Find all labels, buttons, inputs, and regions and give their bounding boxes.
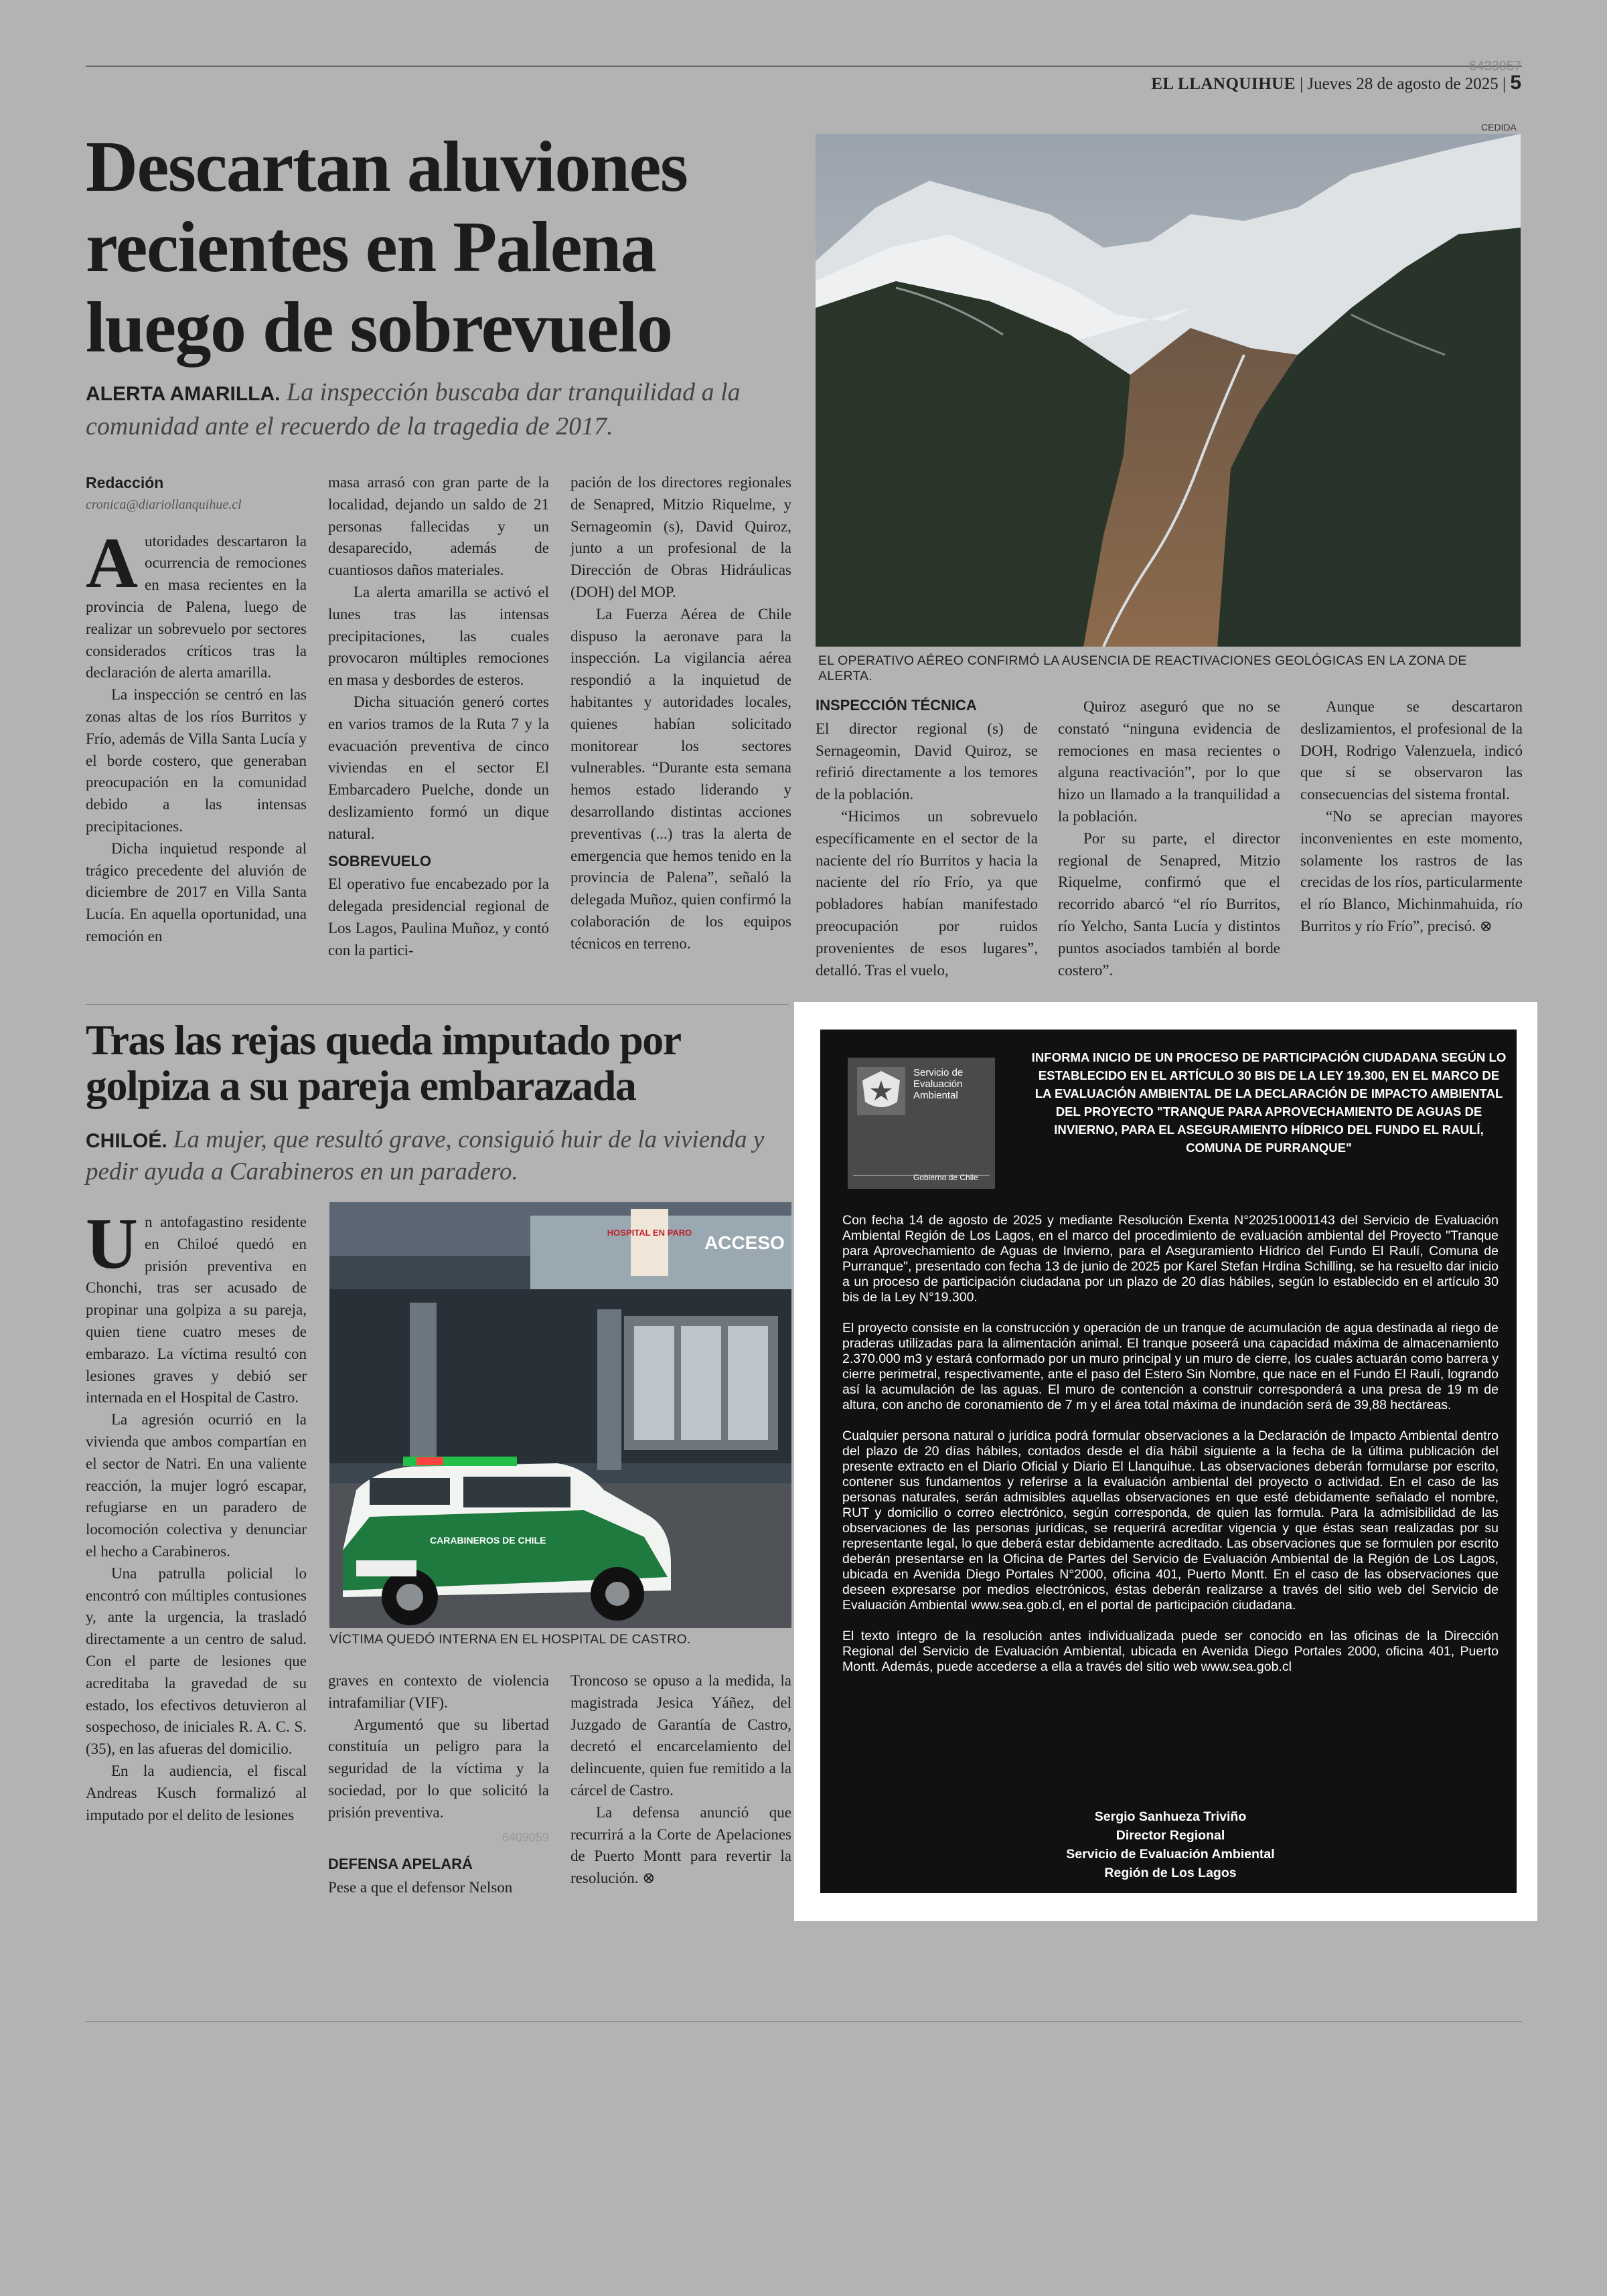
mountain-valley-photo — [816, 134, 1521, 647]
page-number: 5 — [1510, 72, 1521, 94]
paragraph: Dicha inquietud responde al trágico precedente del aluvión de diciembre de 2017 en Villa Santa Lucía. En aquella oportunidad, una remoción en — [86, 839, 307, 945]
top-rule — [86, 66, 1522, 67]
byline: Redacción — [86, 474, 164, 491]
ad-paragraph: Cualquier persona natural o jurídica podrá formular observaciones a la Declaración de Impacto Ambiental dentro del plazo de 20 días hábiles, contados desde el día hábil siguiente a la fecha de la última publicación del presente extracto en el Diario Oficial y Diario El Llanquihue. Las observaciones deberán formularse por escrito, contener sus fundamentos y referirse a la evaluación ambiental del proyecto o actividad. En el caso de las personas naturales, serán admisibles aquellas observaciones en que esté debidamente señalado el nombre, RUT y domicilio o correo electrónico, según corresponda, de quien las formula. Para la admisibilidad de las observaciones de las personas jurídicas, se requerirá acreditar vigencia y que éstas sean realizadas por su representante legal, lo que deberá estar debidamente acreditado. Las observaciones que se formulen por escrito deberán presentarse en la Oficina de Partes del Servicio de Evaluación Ambiental de la Región de Los Lagos, ubicada en Avenida Diego Portales N°2000, oficina 401, Puerto Montt. En el caso de las observaciones que deseen expresarse por medios electrónicos, éstas deberán realizarse a través del sitio web del Servicio de Evaluación Ambiental www.sea.gob.cl, en el portal de participación ciudadana. — [842, 1428, 1499, 1613]
drop-cap: A — [86, 523, 138, 603]
deck-text: La mujer, que resultó grave, consiguió huir de la vivienda y pedir ayuda a Carabineros en un paradero. — [86, 1126, 765, 1185]
article2-headline — [86, 1017, 782, 1109]
paragraph: Dicha situación generó cortes en varios tramos de la Ruta 7 y la evacuación preventiva de cinco viviendas en el sector El Embarcadero Puelche, donde un deslizamiento formó un dique natural. — [328, 693, 549, 842]
mountain-photo-svg — [816, 134, 1521, 647]
article2-column-2 — [328, 1670, 549, 1899]
paragraph: La inspección se centró en las zonas altas de los ríos Burritos y Frío, además de Villa Santa Lucía y el borde costero, que generaban preocupación en la comunidad debido a las intensas precipitaciones. — [86, 686, 307, 835]
logo-line: Servicio de — [913, 1067, 964, 1078]
car-door-text: CARABINEROS DE CHILE — [430, 1535, 546, 1546]
drop-cap: U — [86, 1204, 138, 1284]
paragraph: Por su parte, el director regional de Senapred, Mitzio Riquelme, confirmó que el recorrido abarcó “el río Burritos, río Yelcho, Santa Lucía y distintos puntos asociados también al borde costero”. — [1058, 829, 1280, 979]
paragraph: La defensa anunció que recurrirá a la Corte de Apelaciones de Puerto Montt para revertir la resolución. ⊗ — [570, 1803, 791, 1887]
paragraph: Troncoso se opuso a la medida, la magistrada Jesica Yáñez, del Juzgado de Garantía de Castro, decretó el encarcelamiento del delincuente, quien fue remitido a la cárcel de Castro. — [570, 1672, 791, 1799]
article1-deck — [86, 376, 789, 442]
ad-paragraph: El texto íntegro de la resolución antes individualizada puede ser conocido en las oficinas de la Dirección Regional del Servicio de Evaluación Ambiental, ubicada en Avenida Diego Portales 2000, oficina 401, Puerto Montt. Además, puede accederse a ella a través del sitio web www.sea.gob.cl — [842, 1629, 1499, 1674]
ad-signature — [842, 1807, 1499, 1882]
headline-line: Tras las rejas queda imputado por — [86, 1016, 681, 1064]
article1-column-1 — [86, 472, 307, 948]
subhead-defensa: DEFENSA APELARÁ — [328, 1856, 473, 1873]
headline-line: recientes en Palena — [86, 208, 656, 287]
hospital-sign-text: HOSPITAL EN PARO — [607, 1228, 692, 1238]
signature-line: Director Regional — [1116, 1828, 1225, 1843]
article2-deck — [86, 1125, 789, 1187]
paragraph: El operativo fue encabezado por la delegada presidencial regional de Los Lagos, Paulina Muñoz, y contó con la partici- — [328, 876, 549, 959]
paragraph: n antofagastino residente en Chiloé quedó en prisión preventiva en Chonchi, tras ser acusado de propinar una golpiza a su pareja, quien tiene cuatro meses de embarazo. La víctima resultó con lesiones graves y debió ser internada en el Hospital de Castro. — [86, 1214, 307, 1406]
paragraph: utoridades descartaron la ocurrencia de remociones en masa recientes en la provincia de Palena, luego de realizar un sobrevuelo por sectores considerados críticos tras la declaración de alerta amarilla. — [86, 532, 307, 681]
watermark-code: 6409059 — [502, 1830, 549, 1844]
subhead-sobrevuelo: SOBREVUELO — [328, 852, 432, 870]
acceso-sign-text: ACCESO — [704, 1232, 785, 1253]
paragraph: La Fuerza Aérea de Chile dispuso la aeronave para la inspección. La vigilancia aérea respondió a la inquietud de habitantes y autoridades locales, quienes habían solicitado monitorear los sectores vulnerables. “Durante esta semana hemos estado liderando y desarrollando distintas acciones preventivas (...) tras la alerta de emergencia que hemos tenido en la provincia de Palena”, señaló la delegada Muñoz, quien confirmó la colaboración de los equipos técnicos en terreno. — [570, 605, 791, 952]
paragraph: Aunque se descartaron deslizamientos, el profesional de la DOH, Rodrigo Valenzuela, indicó que sí se observaron las consecuencias del sistema frontal. — [1300, 698, 1523, 803]
paragraph: “Hicimos un sobrevuelo específicamente en el sector de la naciente del río Burritos y hacia la naciente del río Frío, ya que pobladores habían manifestado preocupación por ruidos provenientes de esos lugares”, detalló. Tras el vuelo, — [816, 807, 1038, 979]
article1-column-5 — [1058, 696, 1280, 981]
paragraph: graves en contexto de violencia intrafamiliar (VIF). — [328, 1672, 549, 1711]
subhead-inspeccion: INSPECCIÓN TÉCNICA — [816, 697, 977, 714]
article1-headline — [86, 127, 789, 368]
paragraph: “No se aprecian mayores inconvenientes en este momento, solamente los rastros de las crecidas de los ríos, particularmente el río Blanco, Michinmahuida, río Burritos y río Frío”, precisó. ⊗ — [1300, 807, 1523, 934]
headline-line: luego de sobrevuelo — [86, 288, 672, 367]
section-divider — [86, 1004, 789, 1005]
logo-line: Ambiental — [913, 1090, 958, 1101]
ad-body — [842, 1213, 1499, 1690]
headline-line: golpiza a su pareja embarazada — [86, 1062, 636, 1109]
paragraph: masa arrasó con gran parte de la localidad, dejando un saldo de 21 personas fallecidas y un desaparecido, además de cuantiosos daños materiales. — [328, 474, 549, 579]
paragraph: Argumentó que su libertad constituía un peligro para la seguridad de la víctima y la sociedad, por lo que solicitó la prisión preventiva. — [328, 1716, 549, 1821]
article1-photo-caption: EL OPERATIVO AÉREO CONFIRMÓ LA AUSENCIA DE REACTIVACIONES GEOLÓGICAS EN LA ZONA DE ALERTA. — [818, 653, 1467, 683]
ad-title: INFORMA INICIO DE UN PROCESO DE PARTICIPACIÓN CIUDADANA SEGÚN LO ESTABLECIDO EN EL ARTÍCULO 30 BIS DE LA LEY 19.300, EN EL MARCO DE LA EVALUACIÓN AMBIENTAL DE LA DECLARACIÓN DE IMPACTO AMBIENTAL DEL PROYECTO "TRANQUE PARA APROVECHAMIENTO DE AGUAS DE INVIERNO, PARA EL ASEGURAMIENTO HÍDRICO DEL FUNDO EL RAULÍ, COMUNA DE PURRANQUE" — [1031, 1050, 1507, 1155]
sea-logo-text — [913, 1067, 963, 1101]
police-car-photo — [329, 1202, 791, 1628]
paragraph: La alerta amarilla se activó el lunes tras las intensas precipitaciones, las cuales provocaron múltiples remociones en masa y desbordes de esteros. — [328, 583, 549, 689]
deck-kicker: ALERTA AMARILLA. — [86, 383, 281, 405]
signature-line: Sergio Sanhueza Triviño — [1094, 1809, 1247, 1824]
gobierno-label: Gobierno de Chile — [913, 1173, 978, 1182]
paragraph: Pese a que el defensor Nelson — [328, 1879, 513, 1896]
paragraph: La agresión ocurrió en la vivienda que ambos compartían en el sector de Natri. En una valiente reacción, la mujer logró escapar, refugiarse en un paradero de locomoción colectiva y denunciar el hecho a Carabineros. — [86, 1411, 307, 1560]
headline-line: Descartan aluviones — [86, 127, 688, 207]
paragraph: Quiroz aseguró que no se constató “ninguna evidencia de remociones en masa recientes o alguna reactivación”, por lo que hizo un llamado a la tranquilidad a la población. — [1058, 698, 1280, 825]
article2-column-3 — [570, 1670, 791, 1890]
masthead: EL LLANQUIHUE | Jueves 28 de agosto de 2025 | 5 — [1151, 72, 1521, 94]
article1-column-2 — [328, 472, 549, 962]
issue-date: Jueves 28 de agosto de 2025 — [1307, 75, 1499, 93]
deck-text: La inspección buscaba dar tranquilidad a la comunidad ante el recuerdo de la tragedia de 2017. — [86, 378, 741, 440]
author-email: cronica@diariollanquihue.cl — [86, 497, 242, 512]
article1-column-3 — [570, 472, 791, 955]
article2-column-1 — [86, 1204, 307, 1826]
article2-photo-caption: VÍCTIMA QUEDÓ INTERNA EN EL HOSPITAL DE CASTRO. — [329, 1632, 691, 1647]
signature-line: Región de Los Lagos — [1104, 1866, 1237, 1880]
signature-line: Servicio de Evaluación Ambiental — [1066, 1847, 1275, 1862]
paragraph: En la audiencia, el fiscal Andreas Kusch formalizó al imputado por el delito de lesiones — [86, 1762, 307, 1823]
paragraph: El director regional (s) de Sernageomin, David Quiroz, se refirió directamente a los temores de la población. — [816, 720, 1038, 803]
deck-kicker: CHILOÉ. — [86, 1130, 167, 1152]
bottom-rule — [86, 2021, 1522, 2022]
paragraph: pación de los directores regionales de Senapred, Mitzio Riquelme, y Sernageomin (s), David Quiroz, junto a un profesional de la Dirección de Obras Hidráulicas (DOH) del MOP. — [570, 474, 791, 600]
sea-logo — [848, 1058, 995, 1189]
paragraph: Una patrulla policial lo encontró con múltiples contusiones y, ante la urgencia, la trasladó directamente a un centro de salud. Con el parte de lesiones que acreditaba la gravedad de su estado, los efectivos detuvieron al sospechoso, de iniciales R. A. C. S. (35), en las afueras del domicilio. — [86, 1564, 307, 1758]
article1-column-4 — [816, 689, 1038, 981]
logo-line: Evaluación — [913, 1078, 963, 1090]
photo-credit: CEDIDA — [1481, 122, 1517, 133]
ad-paragraph: El proyecto consiste en la construcción y operación de un tranque de acumulación de agua destinada al riego de praderas utilizadas para la alimentación animal. El tranque poseerá una capacidad máxima de almacenamiento 2.370.000 m3 y estará conformado por un muro principal y un muro de cierre, los cuales actuarán como barrera y cierre perimetral, respectivamente, ante el paso del Estero Sin Nombre, que nace en el Fundo El Raulí, logrando así la acumulación de las aguas. El muro de contención a construir corresponderá a una presa de 19 m de altura, con ancho de coronamiento de 7 m y el área total máxima de inundación será de 39,88 hectáreas. — [842, 1321, 1499, 1412]
paper-name: EL LLANQUIHUE — [1151, 75, 1296, 93]
page-code: 6433057 — [1469, 59, 1521, 74]
police-photo-svg — [329, 1202, 791, 1628]
ad-paragraph: Con fecha 14 de agosto de 2025 y mediante Resolución Exenta N°202510001143 del Servicio de Evaluación Ambiental Región de Los Lagos, en el marco del procedimiento de evaluación ambiental del Proyecto "Tranque para Aprovechamiento de Aguas de Invierno, para el Aseguramiento Hídrico del Fundo El Raulí, Comuna de Purranque", presentado con fecha 13 de junio de 2025 por Karel Stefan Hrdina Schilling, se ha resuelto dar inicio a un proceso de participación ciudadana por un plazo de 20 días hábiles, según lo establecido en el artículo 30 bis de la Ley N°19.300. — [842, 1213, 1499, 1305]
article1-column-6 — [1300, 696, 1523, 938]
